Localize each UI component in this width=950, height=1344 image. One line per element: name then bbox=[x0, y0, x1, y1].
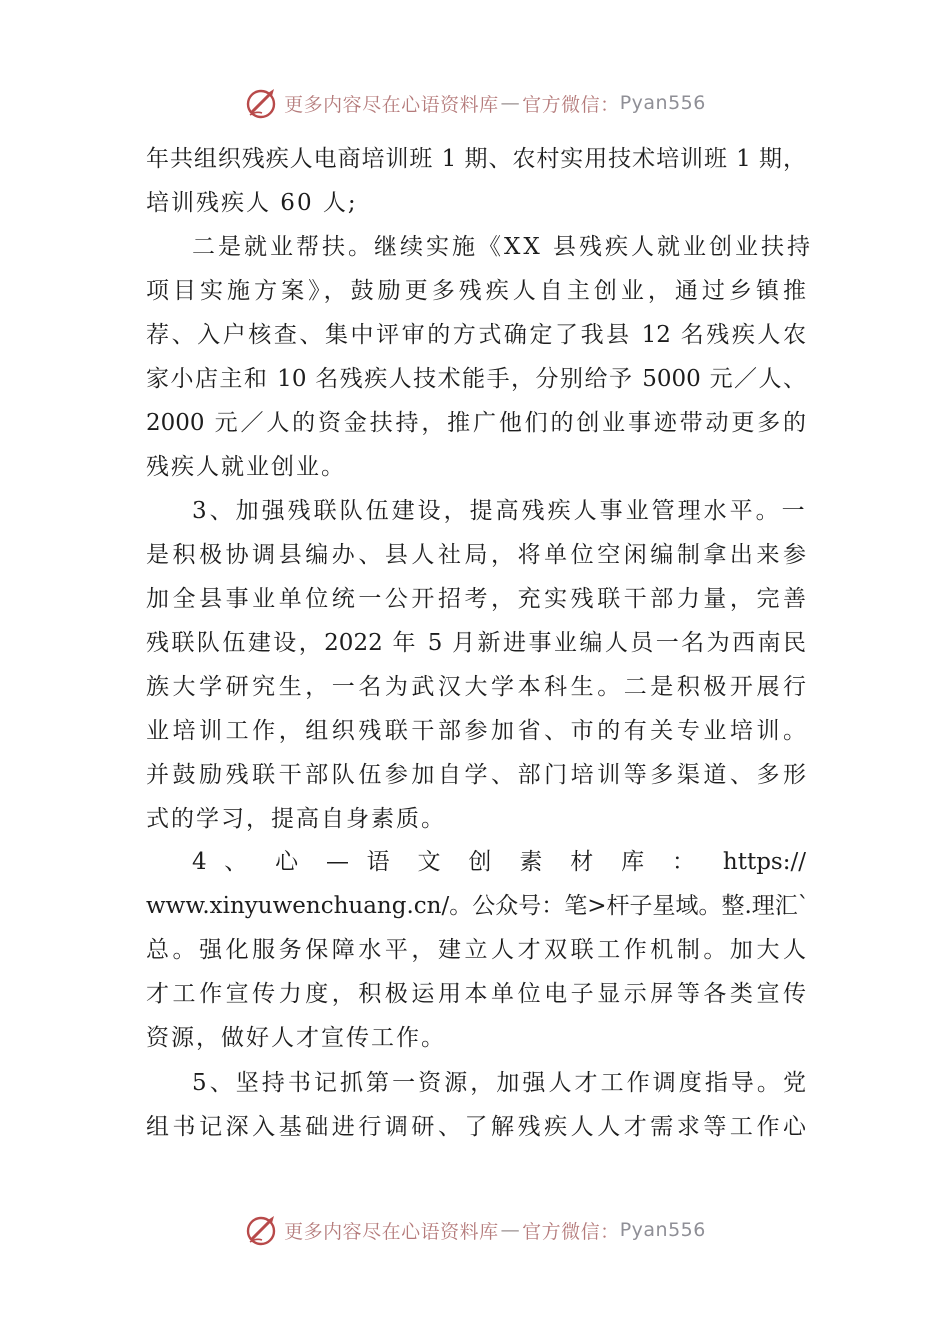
paragraph-line: 3、加强残联队伍建设，提高残疾人事业管理水平。一 bbox=[192, 498, 808, 524]
paragraph-line: 业培训工作，组织残联干部参加省、市的有关专业培训。 bbox=[146, 718, 806, 744]
paragraph-line: 资源，做好人才宣传工作。 bbox=[146, 1025, 446, 1051]
watermark-title: 更多内容尽在心语资料库 bbox=[284, 93, 499, 116]
paragraph-line: 才工作宣传力度，积极运用本单位电子显示屏等各类宣传 bbox=[146, 981, 806, 1007]
header-watermark bbox=[0, 83, 950, 123]
watermark-separator: — bbox=[500, 1219, 521, 1241]
paragraph-line: 式的学习，提高自身素质。 bbox=[146, 806, 446, 832]
paragraph-line: 项目实施方案》，鼓励更多残疾人自主创业，通过乡镇推 bbox=[146, 278, 806, 304]
watermark-wechat-id: Pyan556 bbox=[619, 92, 706, 114]
watermark-wechat-id: Pyan556 bbox=[619, 1219, 706, 1241]
watermark-title: 更多内容尽在心语资料库 bbox=[284, 1220, 499, 1243]
paragraph-line: 加全县事业单位统一公开招考，充实残联干部力量，完善 bbox=[146, 586, 806, 612]
paragraph-line: 2000 元／人的资金扶持，推广他们的创业事迹带动更多的 bbox=[146, 410, 806, 436]
pen-logo-icon bbox=[244, 1212, 280, 1248]
watermark-suffix: 官方微信： bbox=[522, 93, 620, 116]
pen-logo-icon bbox=[244, 85, 280, 121]
paragraph-line: 年共组织残疾人电商培训班 1 期、农村实用技术培训班 1 期， bbox=[146, 146, 806, 172]
paragraph-line: 组书记深入基础进行调研、了解残疾人人才需求等工作心 bbox=[146, 1114, 806, 1140]
paragraph-line: 荐、入户核查、集中评审的方式确定了我县 12 名残疾人农 bbox=[146, 322, 806, 348]
paragraph-line: 家小店主和 10 名残疾人技术能手，分别给予 5000 元／人、 bbox=[146, 366, 806, 392]
paragraph-line: 残疾人就业创业。 bbox=[146, 454, 346, 480]
paragraph-line: 总。强化服务保障水平，建立人才双联工作机制。加大人 bbox=[146, 937, 806, 963]
paragraph-line: 培训残疾人 60 人; bbox=[146, 190, 358, 216]
watermark-separator: — bbox=[500, 92, 521, 114]
paragraph-line: 并鼓励残联干部队伍参加自学、部门培训等多渠道、多形 bbox=[146, 762, 806, 788]
paragraph-line: 二是就业帮扶。继续实施《XX 县残疾人就业创业扶持 bbox=[192, 234, 814, 260]
paragraph-line: 5、坚持书记抓第一资源，加强人才工作调度指导。党 bbox=[192, 1070, 806, 1096]
watermark-suffix: 官方微信： bbox=[522, 1220, 620, 1243]
paragraph-line: 是积极协调县编办、县人社局，将单位空闲编制拿出来参 bbox=[146, 542, 806, 568]
paragraph-line: 4 、 心 — 语 文 创 素 材 库 ： https:// bbox=[192, 849, 806, 875]
paragraph-line: www.xinyuwenchuang.cn/。公众号：笔>杆子星域。整.理汇` bbox=[146, 893, 810, 919]
paragraph-line: 残联队伍建设，2022 年 5 月新进事业编人员一名为西南民 bbox=[146, 630, 806, 656]
footer-watermark bbox=[0, 1210, 950, 1250]
paragraph-line: 族大学研究生，一名为武汉大学本科生。二是积极开展行 bbox=[146, 674, 806, 700]
